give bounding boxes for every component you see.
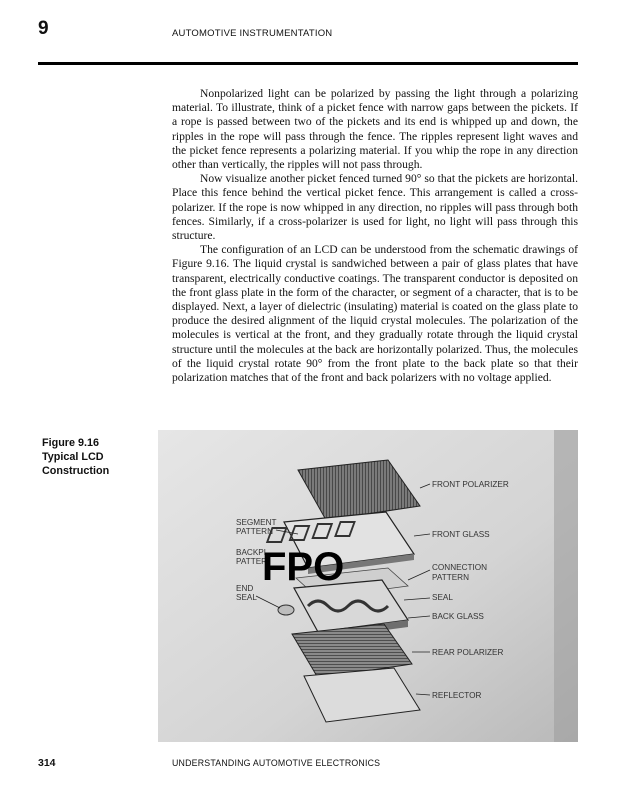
header-rule [38, 62, 578, 65]
label-end-seal: END [236, 584, 254, 593]
label-segment-pattern: SEGMENT [236, 518, 277, 527]
page-number: 314 [38, 757, 56, 769]
label-front-polarizer: FRONT POLARIZER [432, 480, 509, 489]
label-backplane-pattern: PATTER [236, 557, 268, 566]
paragraph: Now visualize another picket fenced turned 90° so that the pickets are horizontal. Place this fence behind the vertical picket fence. This arrangement is called a cross-polarizer. If the rope is now whipped in any direction, no ripples will pass through both fences. Similarly, if a cross-polarizer is used for light, no light will pass through this structure. [172, 172, 578, 243]
label-end-seal: SEAL [236, 593, 257, 602]
label-front-glass: FRONT GLASS [432, 530, 490, 539]
body-text [172, 87, 578, 385]
figure-caption [42, 436, 109, 478]
label-segment-pattern: PATTERN [236, 527, 273, 536]
book-title: UNDERSTANDING AUTOMOTIVE ELECTRONICS [172, 758, 381, 768]
label-backplane-pattern: BACKPL [236, 548, 269, 557]
caption-line: Figure 9.16 [42, 437, 100, 449]
running-title: AUTOMOTIVE INSTRUMENTATION [172, 28, 333, 39]
photo-edge-shadow [554, 430, 578, 742]
end-seal [278, 605, 294, 615]
label-connection-pattern: PATTERN [432, 573, 469, 582]
label-reflector: REFLECTOR [432, 691, 482, 700]
paragraph: The configuration of an LCD can be understood from the schematic drawings of Figure 9.16. The liquid crystal is sandwiched between a pair of glass plates that have transparent, electrically conductive coatings. The transparent conductor is deposited on the front glass plate in the form of the character, or segment of a character, that is to be displayed. Next, a layer of dielectric (insulating) material is coated on the glass plate to produce the desired alignment of the liquid crystal molecules. The polarization of the molecules is vertical at the front, and they gradually rotate through the liquid crystal structure until the molecules at the back are horizontally polarized. Thus, the molecules of the liquid crystal rotate 90° from the front plate to the back plate so that their polarization matches that of the front and back polarizers with no voltage applied. [172, 243, 578, 385]
lcd-exploded-diagram [158, 430, 578, 742]
chapter-number: 9 [38, 18, 49, 39]
paragraph: Nonpolarized light can be polarized by passing the light through a polarizing material. To illustrate, think of a picket fence with narrow gaps between the pickets. If a rope is passed between two of the pickets and its end is whipped up and down, the ripples in the rope will pass through the fence. The ripples represent light waves and the picket fence represents a polarizing material. If you whip the rope in any direction other than vertically, the ripples will not pass through. [172, 87, 578, 172]
fpo-overlay: FPO [262, 545, 345, 589]
label-connection-pattern: CONNECTION [432, 563, 488, 572]
lcd-construction-figure [158, 430, 578, 742]
caption-line: Construction [42, 465, 110, 477]
label-seal: SEAL [432, 593, 453, 602]
label-rear-polarizer: REAR POLARIZER [432, 648, 504, 657]
label-back-glass: BACK GLASS [432, 612, 484, 621]
caption-line: Typical LCD [42, 451, 104, 463]
